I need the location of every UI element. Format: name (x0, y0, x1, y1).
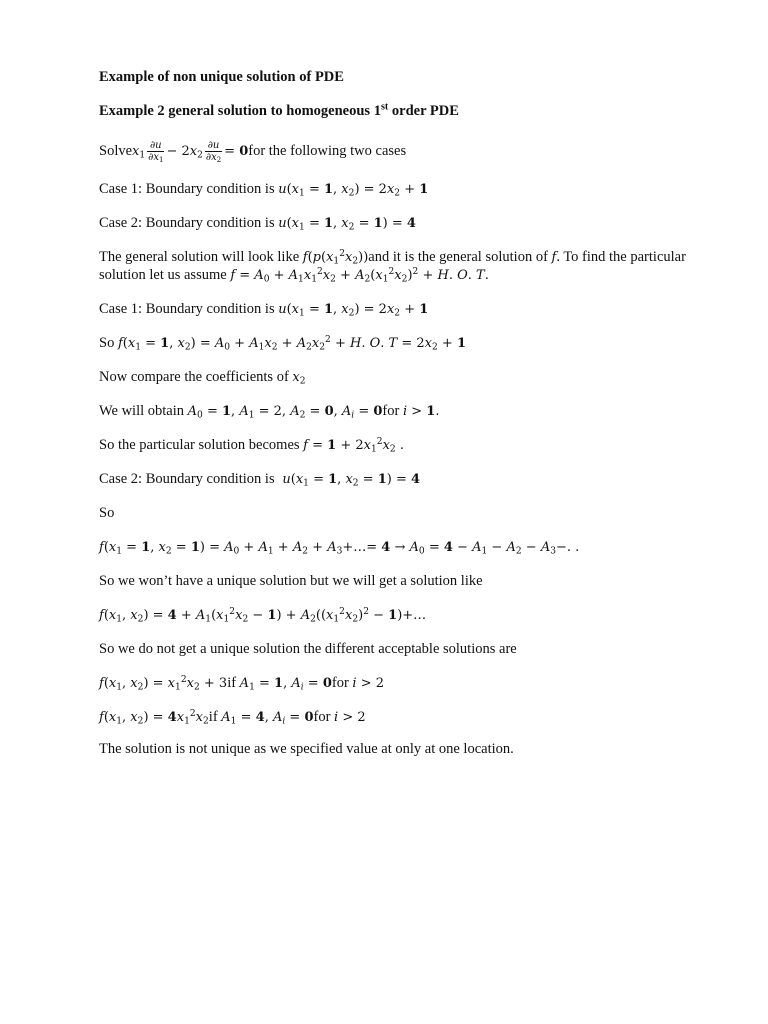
different-solutions-statement: So we do not get a unique solution the different acceptable solutions are (99, 641, 517, 657)
case2-expansion (99, 538, 708, 557)
document-title: Example of non unique solution of PDE (99, 69, 344, 85)
assume-pre: solution let us assume (99, 267, 231, 283)
case1-label-repeat: Case 1: Boundary condition is (99, 301, 279, 317)
particular-solution (99, 436, 708, 455)
general-form: $f(p(x_1^2x_2))$ (302, 249, 369, 267)
solution-2-coeffs: $A_1 = 4$, $A_i = 0$ (221, 710, 314, 727)
solution-example-2 (99, 708, 708, 727)
case2-repeat (99, 470, 708, 489)
for-label-1: for (331, 675, 353, 691)
case1-equation-repeat: $u(x_1 = 1$, $x_2) = 2x_2 + 1$ (278, 302, 429, 319)
case2-equation-repeat: $u(x_1 = 1$, $x_2 = 1) = 4$ (282, 472, 421, 489)
example-heading-text: Example 2 general solution to homogeneous 1 (99, 103, 381, 119)
family-equation: $f(x_1$, $x_2) = 4 + A_1(x_1^2x_2 - 1) + A_2((x_1^2x_2)^2$ − 1)+… (99, 607, 427, 625)
ordinal-superscript: st (380, 101, 389, 113)
pde-statement (99, 140, 708, 163)
particular-text: So the particular solution becomes (99, 437, 304, 453)
general-pre: The general solution will look like (99, 249, 303, 265)
partial-fraction-2: $\frac{\partial u}{\partial x_2}$ (205, 140, 222, 165)
case1-repeat (99, 300, 708, 319)
case2-series: $f(x_1 = 1$, $x_2 = 1) = A_0 + A_1 + A_2$ + $A_3+\dots= 4 \to A_0 = 4 - A_1 - A_2 - A_3-$. . (99, 540, 580, 557)
coefficient-values: $A_0 = 1$, $A_1 = 2$, $A_2 = 0$, $A_i = 0$ (187, 404, 383, 421)
general-family (99, 606, 708, 625)
case2-condition (99, 214, 708, 233)
not-unique-statement: So we won’t have a unique solution but we will get a solution like (99, 573, 483, 589)
case1-expansion: $f(x_1 = 1$, $x_2) = A_0 + A_1x_2 + A_2x_2^2 + H$. O. $T = 2x_2 + 1$ (117, 335, 467, 353)
solution-example-1 (99, 674, 708, 693)
general-solution-line1 (99, 248, 708, 267)
case1-equation: $u(x_1 = 1$, $x_2) = 2x_2 + 1$ (278, 182, 429, 199)
general-mid: and it is the general solution of (368, 249, 552, 265)
series-assumption: $f = A_0 + A_1x_1^2x_2 + A_2(x_1^2x_2)^2 + H$. O. T. (230, 267, 489, 285)
case2-label: Case 2: Boundary condition is (99, 215, 279, 231)
compare-coefficients (99, 368, 708, 387)
solve-suffix: for the following two cases (248, 143, 407, 159)
solve-label: Solve (99, 143, 133, 159)
solution-1-coeffs: $A_1 = 1$, $A_i = 0$ (239, 676, 332, 693)
case1-substitution (99, 334, 708, 353)
case1-label: Case 1: Boundary condition is (99, 181, 279, 197)
case2-equation: $u(x_1 = 1$, $x_2 = 1) = 4$ (278, 216, 416, 233)
solution-2-condition: i > 2 (334, 710, 366, 725)
case2-label-repeat: Case 2: Boundary condition is (99, 471, 279, 487)
example-heading (99, 102, 708, 120)
if-label-1: if (227, 675, 240, 691)
particular-equation: $f = 1 + 2x_1^2x_2$ . (303, 437, 404, 455)
case1-condition (99, 180, 708, 199)
general-solution-line2 (99, 266, 708, 285)
for-label-2: for (313, 709, 335, 725)
if-label-2: if (208, 709, 222, 725)
conclusion: The solution is not unique as we specified value at only at one location. (99, 741, 514, 757)
x2-symbol: $x_2$ (292, 370, 306, 387)
partial-fraction-1: $\frac{\partial u}{\partial x_1}$ (148, 140, 164, 165)
solution-1-condition: i > 2 (352, 676, 385, 691)
example-heading-suffix: order PDE (388, 103, 459, 119)
general-post: . To find the particular (556, 249, 686, 265)
solution-1-equation: $f(x_1$, $x_2) = x_1^2x_2 + 3$ (99, 675, 228, 693)
f-symbol: f (551, 250, 557, 265)
index-condition: i > 1. (402, 404, 440, 419)
obtain-pre: We will obtain (99, 403, 188, 419)
so-label: So (99, 335, 118, 351)
pde-equation: $x_1$ $\frac{\partial u}{\partial x_1}$ − $2x_2$ $\frac{\partial u}{\partial x_2}$ = 0 (132, 140, 249, 165)
solution-2-equation: $f(x_1$, $x_2) = 4x_1^2x_2$ (99, 709, 209, 727)
coefficients-result (99, 402, 708, 421)
so-line: So (99, 505, 115, 521)
obtain-for: for (382, 403, 403, 419)
compare-text: Now compare the coefficients of (99, 369, 293, 385)
